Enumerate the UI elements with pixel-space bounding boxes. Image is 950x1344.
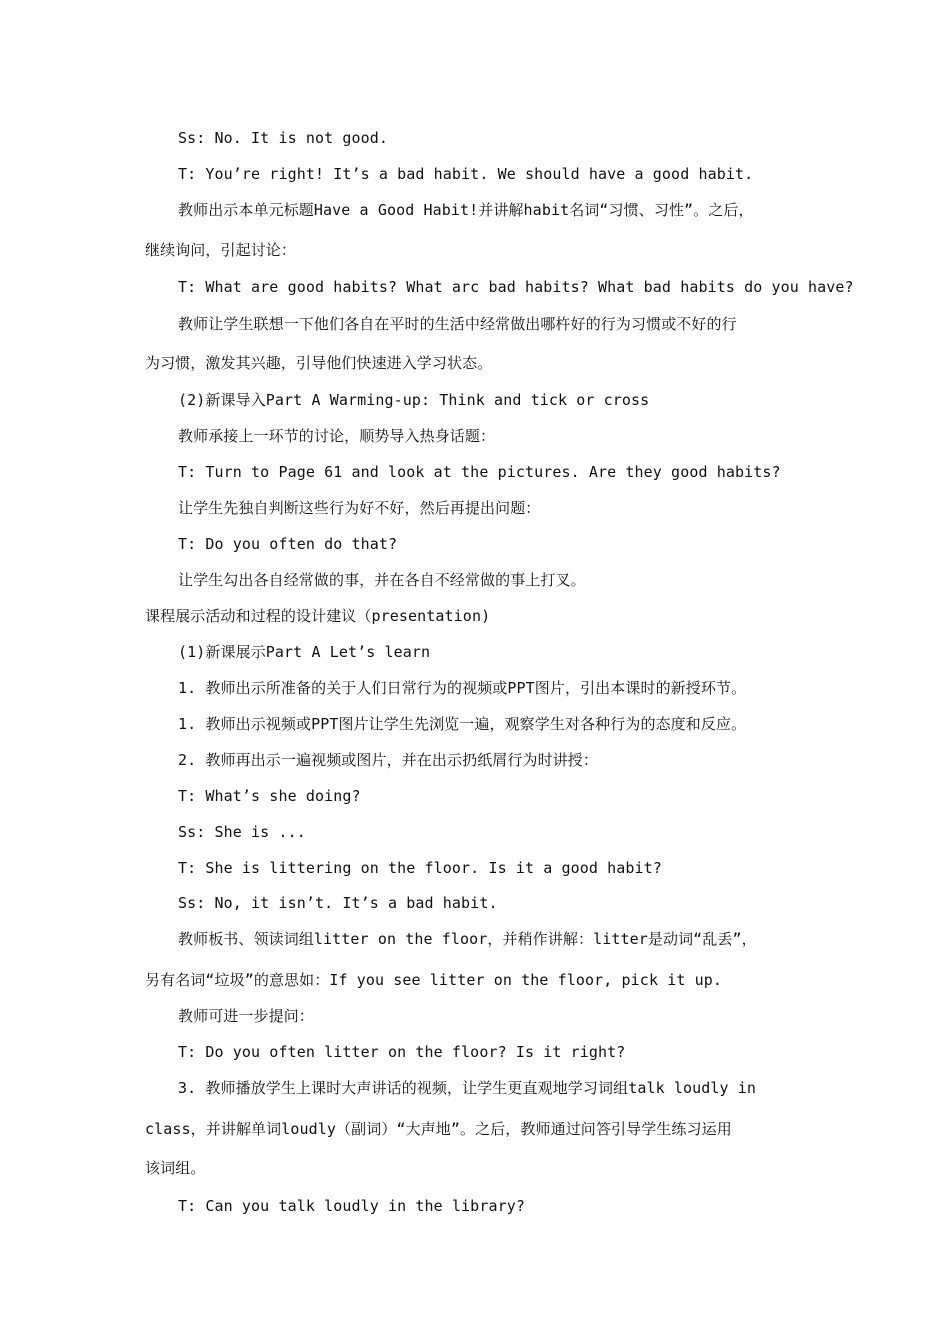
paragraph-line: 让学生勾出各自经常做的事，并在各自不经常做的事上打叉。 [178, 571, 586, 589]
dialogue-line: T: What are good habits? What arc bad habits? What bad habits do you have? [178, 278, 854, 296]
paragraph-line: 教师板书、领读词组litter on the floor，并稍作讲解：litter是动词“乱丢”， [178, 930, 757, 948]
paragraph-line: 另有名词“垃圾”的意思如：If you see litter on the floor, pick it up. [145, 971, 722, 989]
dialogue-line: T: Do you often do that? [178, 535, 398, 553]
paragraph-line: 继续询问，引起讨论： [145, 241, 297, 259]
dialogue-line: T: You’re right! It’s a bad habit. We should have a good habit. [178, 165, 754, 183]
dialogue-line: T: She is littering on the floor. Is it a good habit? [178, 859, 662, 877]
section-heading: (2)新课导入Part A Warming-up: Think and tick or cross [178, 391, 650, 409]
section-heading: (1)新课展示Part A Let’s learn [178, 643, 431, 661]
numbered-step: 1. 教师出示所准备的关于人们日常行为的视频或PPT图片，引出本课时的新授环节。 [178, 679, 747, 697]
paragraph-line: 该词组。 [145, 1159, 206, 1177]
dialogue-line: Ss: She is ... [178, 823, 306, 841]
dialogue-line: Ss: No. It is not good. [178, 129, 389, 147]
section-heading: 课程展示活动和过程的设计建议（presentation) [145, 607, 491, 625]
numbered-step: 2. 教师再出示一遍视频或图片，并在出示扔纸屑行为时讲授： [178, 751, 598, 769]
paragraph-line: 教师让学生联想一下他们各自在平时的生活中经常做出哪杵好的行为习惯或不好的行 [178, 315, 737, 333]
numbered-step: 3. 教师播放学生上课时大声讲话的视频，让学生更直观地学习词组talk loudly in [178, 1079, 757, 1097]
numbered-step: 1. 教师出示视频或PPT图片让学生先浏览一遍，观察学生对各种行为的态度和反应。 [178, 715, 747, 733]
paragraph-line: 教师承接上一环节的讨论，顺势导入热身话题： [178, 427, 496, 445]
paragraph-line: class，并讲解单词loudly（副词）“大声地”。之后，教师通过问答引导学生练习运用 [145, 1120, 732, 1138]
paragraph-line: 为习惯，激发其兴趣，引导他们快速进入学习状态。 [145, 354, 493, 372]
paragraph-line: 教师可进一步提问： [178, 1007, 314, 1025]
dialogue-line: T: Turn to Page 61 and look at the pictures. Are they good habits? [178, 463, 781, 481]
paragraph-line: 教师出示本单元标题Have a Good Habit!并讲解habit名词“习惯、习性”。之后， [178, 201, 754, 219]
paragraph-line: 让学生先独自判断这些行为好不好，然后再提出问题： [178, 499, 541, 517]
dialogue-line: Ss: No, it isn’t. It’s a bad habit. [178, 894, 498, 912]
dialogue-line: T: What’s she doing? [178, 787, 361, 805]
dialogue-line: T: Can you talk loudly in the library? [178, 1197, 525, 1215]
dialogue-line: T: Do you often litter on the floor? Is it right? [178, 1043, 626, 1061]
